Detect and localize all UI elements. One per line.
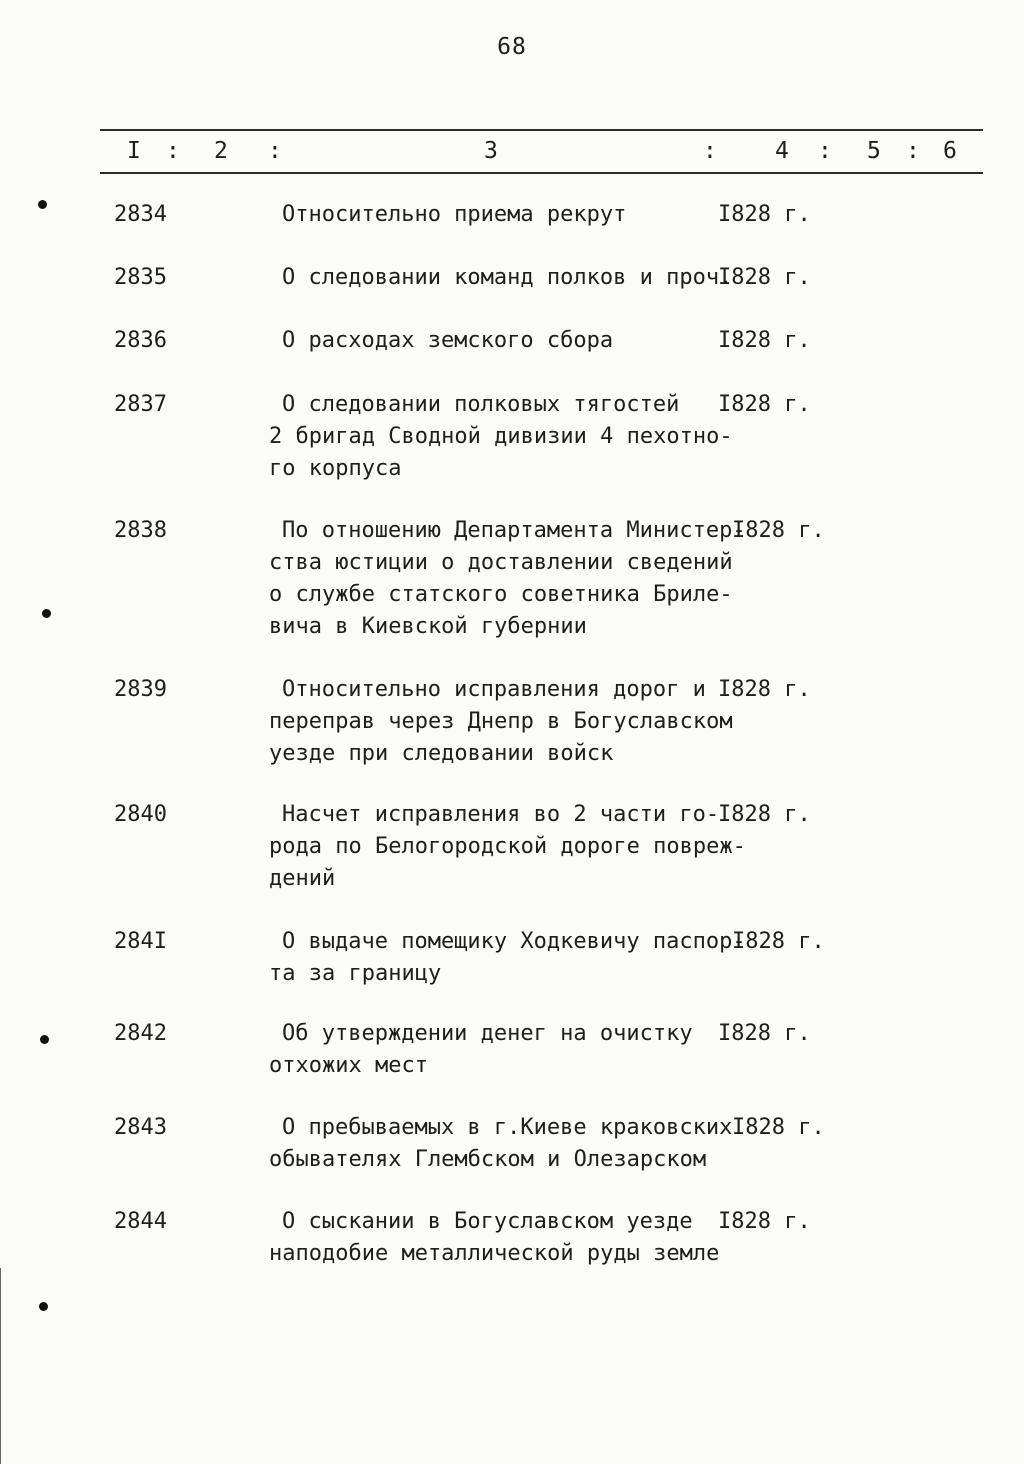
header-separator: : (268, 138, 282, 164)
entry-number: 284I (114, 929, 167, 954)
entry-number: 2840 (114, 802, 167, 827)
entry-title-line: о службе статского советника Бриле- (269, 582, 733, 607)
entry-year: I828 г. (718, 1209, 811, 1234)
entry-number: 2844 (114, 1209, 167, 1234)
entry-number: 2835 (114, 265, 167, 290)
entry-number: 2842 (114, 1021, 167, 1046)
binder-hole-mark (40, 1035, 49, 1044)
entry-title-line: По отношению Департамента Министер- (282, 518, 746, 543)
header-col-4: 4 (775, 138, 789, 164)
entry-title-line: О пребываемых в г.Киеве краковских (282, 1115, 733, 1140)
entry-title-line: Насчет исправления во 2 части го- (282, 802, 720, 827)
entry-title-line: 2 бригад Сводной дивизии 4 пехотно- (269, 424, 733, 449)
entry-title-line: отхожих мест (269, 1053, 428, 1078)
entry-year: I828 г. (718, 1021, 811, 1046)
entry-title-line: обывателях Глембском и Олезарском (269, 1147, 707, 1172)
entry-year: I828 г. (718, 265, 811, 290)
entry-title-line: та за границу (269, 961, 442, 986)
entry-title-line: рода по Белогородской дороге повреж- (269, 834, 746, 859)
header-separator: : (166, 138, 180, 164)
entry-title-line: О следовании полковых тягостей (282, 392, 680, 417)
entry-number: 2837 (114, 392, 167, 417)
entry-title-line: О следовании команд полков и проч. (282, 265, 733, 290)
entry-year: I828 г. (718, 202, 811, 227)
entry-year: I828 г. (718, 392, 811, 417)
entry-title-line: Относительно приема рекрут (282, 202, 627, 227)
entry-number: 2834 (114, 202, 167, 227)
header-col-2: 2 (214, 138, 228, 164)
scan-edge-line (0, 1268, 1, 1464)
entry-number: 2836 (114, 328, 167, 353)
entry-year: I828 г. (732, 929, 825, 954)
header-col-6: 6 (943, 138, 957, 164)
entry-number: 2839 (114, 677, 167, 702)
binder-hole-mark (42, 609, 51, 618)
entry-title-line: Об утверждении денег на очистку (282, 1021, 693, 1046)
entry-title-line: О сыскании в Богуславском уезде (282, 1209, 693, 1234)
entry-number: 2838 (114, 518, 167, 543)
entry-title-line: уезде при следовании войск (269, 741, 614, 766)
page-number: 68 (497, 34, 527, 60)
entry-title-line: Относительно исправления дорог и (282, 677, 706, 702)
entry-year: I828 г. (718, 677, 811, 702)
binder-hole-mark (38, 200, 47, 209)
header-separator: : (703, 138, 717, 164)
entry-title-line: переправ через Днепр в Богуславском (269, 709, 733, 734)
header-col-1: I (127, 138, 141, 164)
header-bottom-rule (100, 172, 983, 174)
header-separator: : (906, 138, 920, 164)
entry-title-line: вича в Киевской губернии (269, 614, 587, 639)
entry-year: I828 г. (732, 518, 825, 543)
entry-title-line: О расходах земского сбора (282, 328, 614, 353)
header-col-3: 3 (484, 138, 498, 164)
entry-year: I828 г. (718, 328, 811, 353)
entry-title-line: го корпуса (269, 456, 402, 481)
header-top-rule (100, 129, 983, 131)
entry-title-line: наподобие металлической руды земле (269, 1241, 720, 1266)
header-separator: : (818, 138, 832, 164)
entry-title-line: дений (269, 866, 336, 891)
header-col-5: 5 (867, 138, 881, 164)
entry-number: 2843 (114, 1115, 167, 1140)
entry-year: I828 г. (732, 1115, 825, 1140)
entry-year: I828 г. (718, 802, 811, 827)
entry-title-line: О выдаче помещику Ходкевичу паспор- (282, 929, 746, 954)
binder-hole-mark (39, 1302, 48, 1311)
entry-title-line: ства юстиции о доставлении сведений (269, 550, 733, 575)
